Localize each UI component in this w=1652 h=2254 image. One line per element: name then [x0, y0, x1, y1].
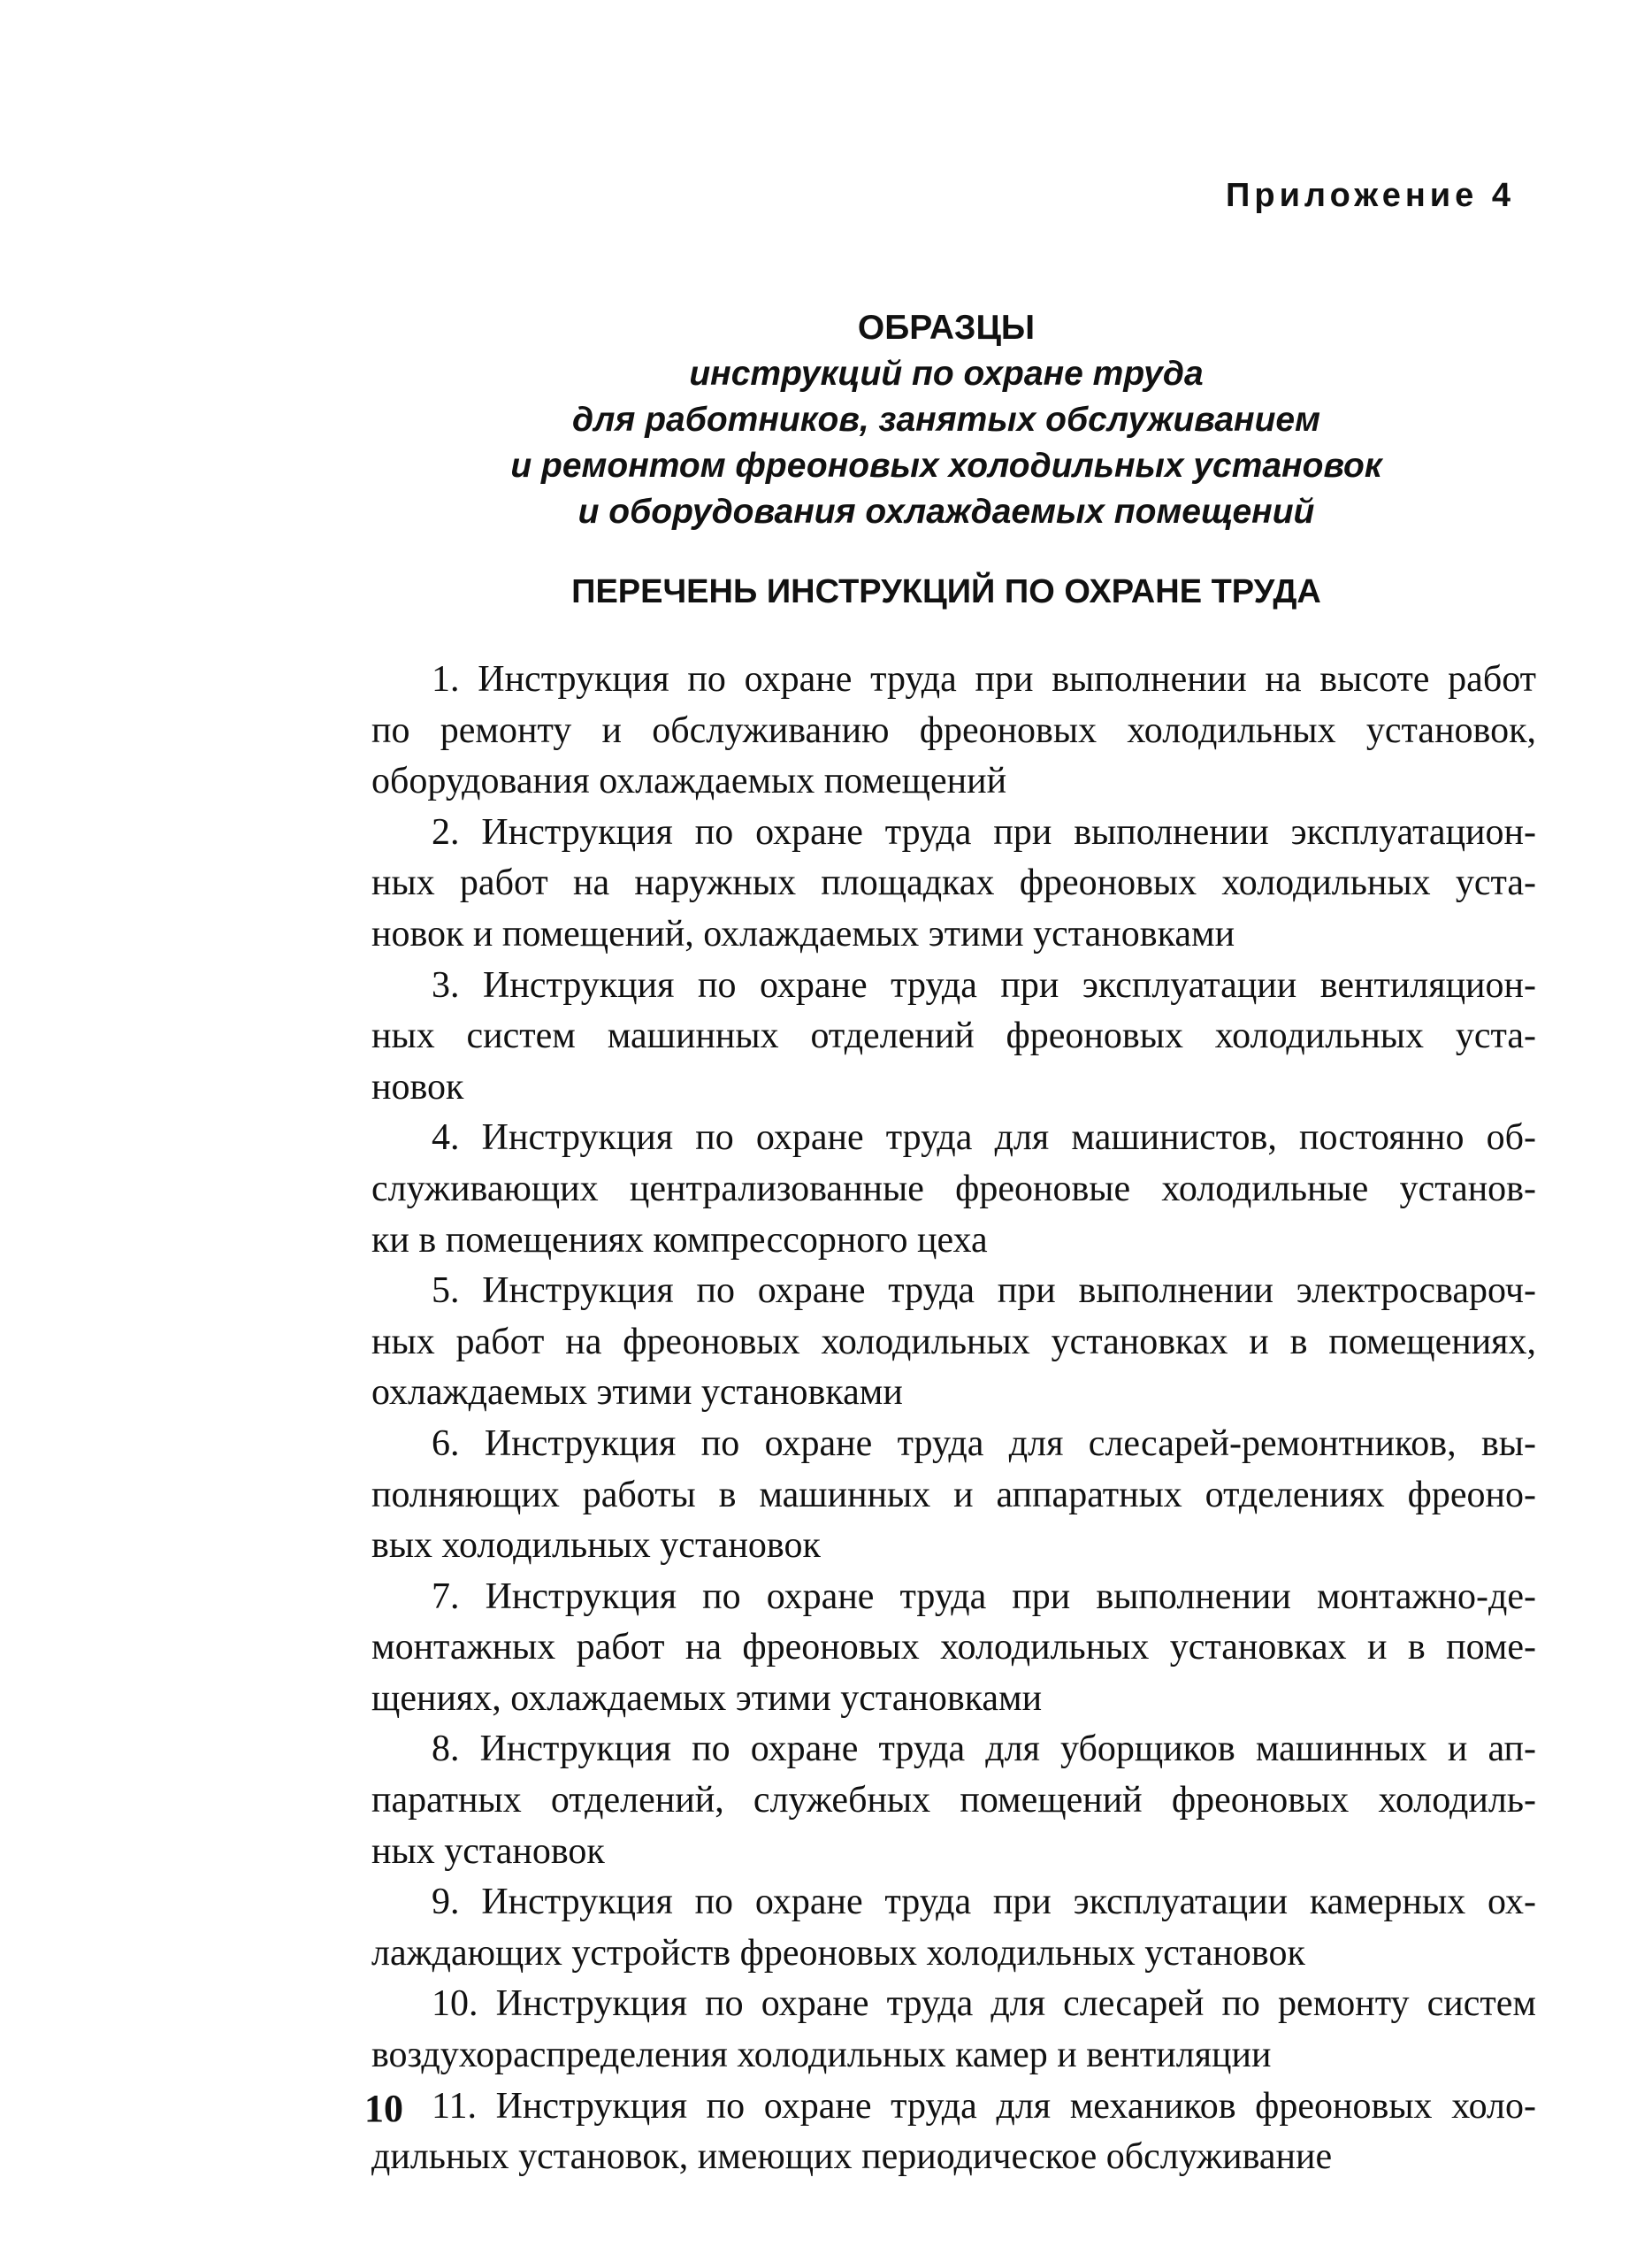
list-item-line: 11. Инструкция по охране труда для механиков фреоновых холо- [432, 2085, 1536, 2127]
list-item-line: 7. Инструкция по охране труда при выполнении монтажно-де- [432, 1576, 1536, 1617]
list-item [371, 1113, 1536, 1266]
document-title [354, 305, 1539, 535]
list-item [371, 1419, 1536, 1572]
list-item-line: охлаждаемых этими установками [371, 1372, 903, 1414]
list-item [371, 1572, 1536, 1725]
list-item-line: лаждающих устройств фреоновых холодильных установок [371, 1932, 1305, 1974]
title-line-4: и ремонтом фреоновых холодильных установок [510, 447, 1382, 485]
list-item-line: полняющих работы в машинных и аппаратных отделениях фреоно- [371, 1474, 1536, 1515]
list-item-line: 10. Инструкция по охране труда для слесарей по ремонту систем [432, 1983, 1536, 2025]
list-item-line: воздухораспределения холодильных камер и вентиляции [371, 2035, 1272, 2076]
list-item-line: паратных отделений, служебных помещений фреоновых холодиль- [371, 1780, 1536, 1821]
title-line-1: ОБРАЗЦЫ [857, 309, 1036, 347]
title-line-2: инструкций по охране труда [689, 355, 1204, 393]
list-item-line: щениях, охлаждаемых этими установками [371, 1677, 1043, 1719]
list-item-line: 6. Инструкция по охране труда для слесарей-ремонтников, вы- [432, 1422, 1536, 1464]
instruction-list [371, 655, 1536, 2183]
list-item-line: 8. Инструкция по охране труда для уборщиков машинных и ап- [432, 1729, 1536, 1770]
list-item-line: дильных установок, имеющих периодическое обслуживание [371, 2136, 1333, 2178]
list-item-line: 5. Инструкция по охране труда при выполнении электросвароч- [432, 1270, 1536, 1312]
title-line-5: и оборудования охлаждаемых помещений [577, 493, 1315, 531]
list-item-line: ных установок [371, 1830, 605, 1872]
list-item-line: ных систем машинных отделений фреоновых холодильных уста- [371, 1016, 1536, 1057]
list-item-line: 9. Инструкция по охране труда при эксплуатации камерных ох- [432, 1882, 1536, 1923]
list-item-line: новок и помещений, охлаждаемых этими установками [371, 913, 1235, 954]
list-item-line: ных работ на фреоновых холодильных установках и в помещениях, [371, 1321, 1536, 1362]
list-item-line: оборудования охлаждаемых помещений [371, 761, 1007, 802]
title-line-3: для работников, занятых обслуживанием [572, 401, 1320, 439]
list-item [371, 1266, 1536, 1419]
list-item [371, 655, 1536, 808]
list-item [371, 808, 1536, 961]
page-number: 10 [364, 2087, 403, 2130]
list-item-line: 2. Инструкция по охране труда при выполнении эксплуатацион- [432, 811, 1536, 853]
list-item-line: служивающих централизованные фреоновые холодильные установ- [371, 1168, 1536, 1209]
list-item-line: вых холодильных установок [371, 1525, 821, 1567]
list-item-line: ных работ на наружных площадках фреоновых холодильных уста- [371, 862, 1536, 904]
appendix-label: Приложение 4 [1226, 177, 1515, 214]
list-item [371, 1877, 1536, 1979]
list-item-line: 4. Инструкция по охране труда для машинистов, постоянно об- [432, 1117, 1536, 1159]
list-item [371, 1724, 1536, 1877]
list-item-line: новок [371, 1066, 464, 1108]
list-item-line: монтажных работ на фреоновых холодильных установках и в поме- [371, 1627, 1536, 1668]
list-item-line: по ремонту и обслуживанию фреоновых холодильных установок, [371, 709, 1536, 751]
list-item-line: ки в помещениях компрессорного цеха [371, 1219, 988, 1261]
list-item [371, 2082, 1536, 2183]
list-item-line: 1. Инструкция по охране труда при выполнении на высоте работ [432, 659, 1536, 700]
list-item [371, 1979, 1536, 2081]
list-item [371, 961, 1536, 1114]
list-item-line: 3. Инструкция по охране труда при эксплуатации вентиляцион- [432, 964, 1536, 1006]
list-heading: ПЕРЕЧЕНЬ ИНСТРУКЦИЙ ПО ОХРАНЕ ТРУДА [571, 573, 1321, 610]
